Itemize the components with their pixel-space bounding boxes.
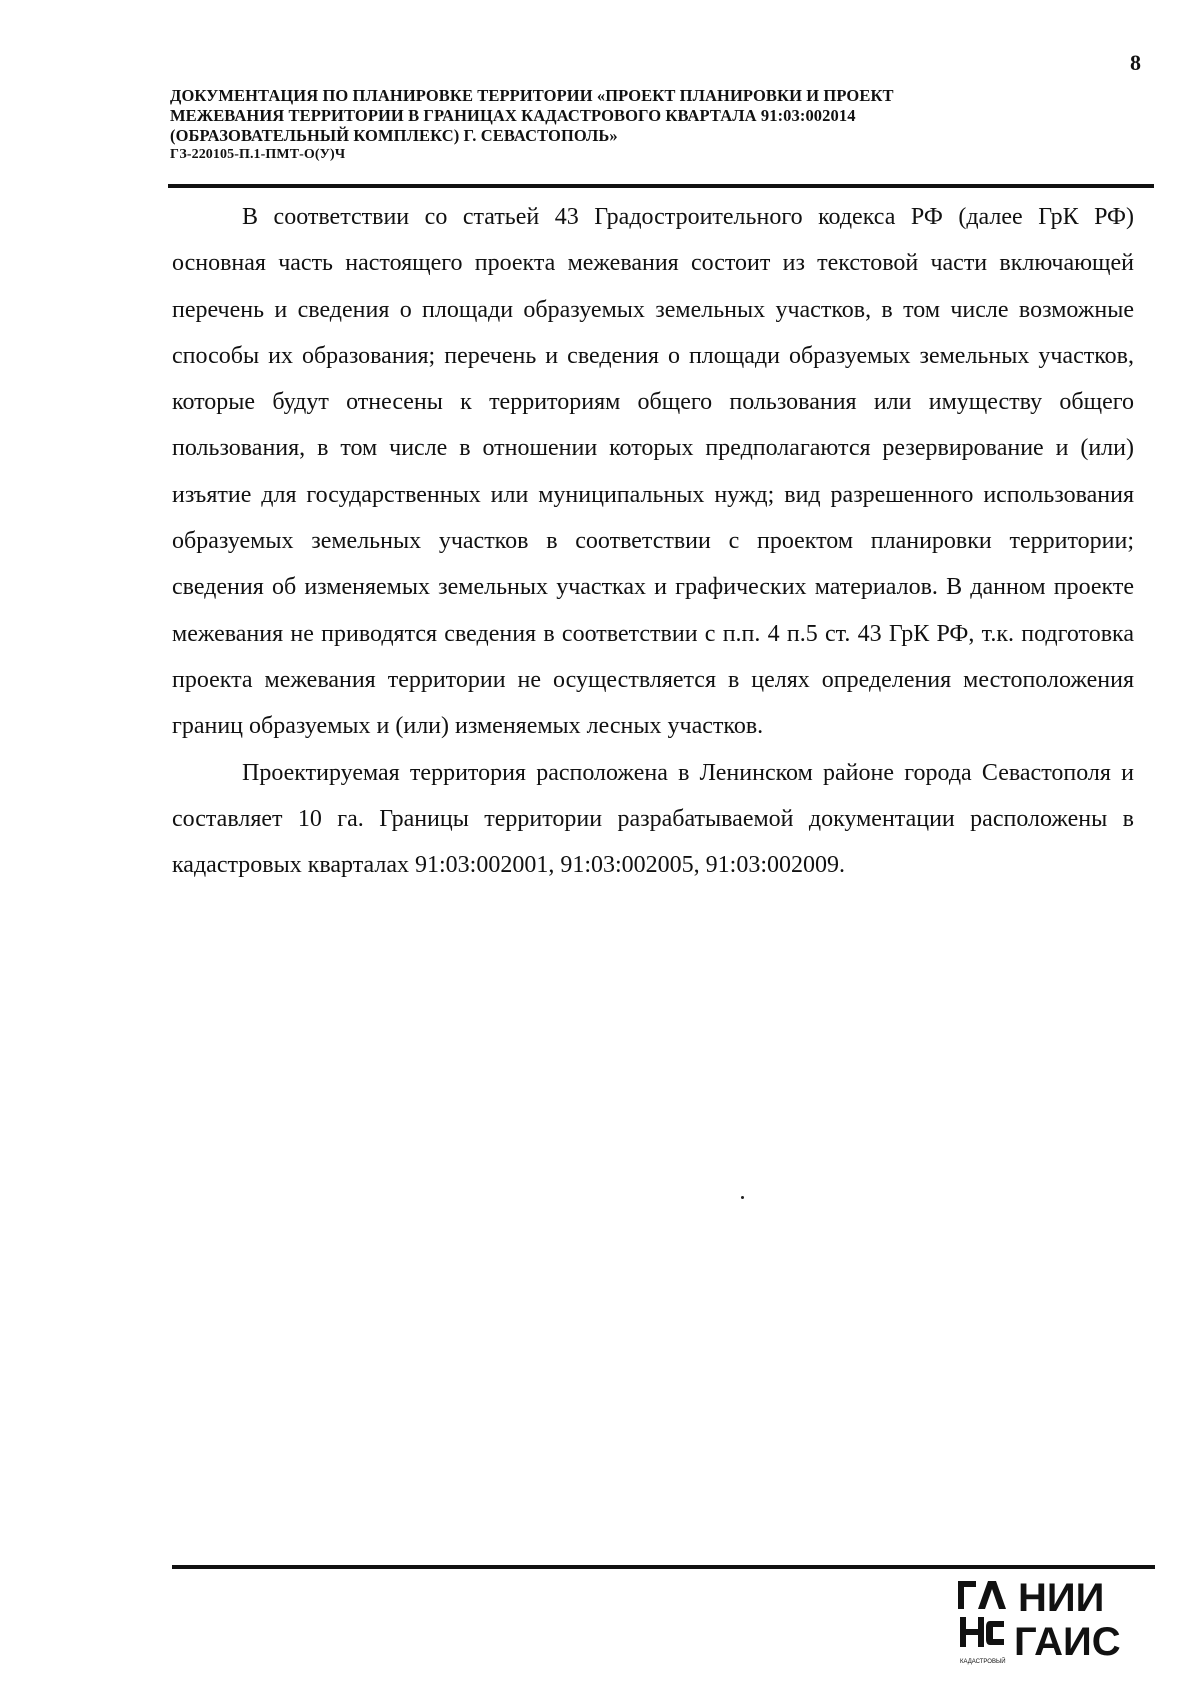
nii-gais-logo [956, 1573, 1136, 1673]
logo-emblem-icon [958, 1581, 1006, 1647]
header-line-2: МЕЖЕВАНИЯ ТЕРРИТОРИИ В ГРАНИЦАХ КАДАСТРОВОГО КВАРТАЛА 91:03:002014 [170, 106, 856, 125]
header-divider [168, 184, 1154, 188]
header-line-3: (ОБРАЗОВАТЕЛЬНЫЙ КОМПЛЕКС) Г. СЕВАСТОПОЛЬ» [170, 126, 618, 145]
document-code: ГЗ-220105-П.1-ПМТ-О(У)Ч [170, 147, 346, 162]
scan-speck [741, 1196, 744, 1199]
logo-name-line-2: ГАИС [1014, 1620, 1121, 1664]
paragraph-1: В соответствии со статьей 43 Градостроительного кодекса РФ (далее ГрК РФ) основная часть настоящего проекта межевания состоит из текстовой части включающей перечень и сведения о площади образуемых земельных участков, в том числе возможные способы их образования; перечень и сведения о площади образуемых земельных участков, которые будут отнесены к территориям общего пользования или имуществу общего пользования, в том числе в отношении которых предполагаются резервирование и (или) изъятие для государственных или муниципальных нужд; вид разрешенного использования образуемых земельных участков в соответствии с проектом планировки территории; сведения об изменяемых земельных участках и графических материалов. В данном проекте межевания не приводятся сведения в соответствии с п.п. 4 п.5 ст. 43 ГрК РФ, т.к. подготовка проекта межевания территории не осуществляется в целях определения местоположения границ образуемых и (или) изменяемых лесных участков. [172, 204, 1134, 740]
footer-divider [172, 1565, 1155, 1569]
page-number: 8 [1130, 50, 1141, 75]
header-line-1: ДОКУМЕНТАЦИЯ ПО ПЛАНИРОВКЕ ТЕРРИТОРИИ «ПРОЕКТ ПЛАНИРОВКИ И ПРОЕКТ [170, 86, 894, 105]
document-header [170, 86, 1070, 164]
logo-tagline: КАДАСТРОВЫЙ [960, 1659, 1006, 1665]
document-body [172, 194, 1134, 888]
logo-name-line-1: НИИ [1018, 1576, 1105, 1620]
paragraph-2: Проектируемая территория расположена в Ленинском районе города Севастополя и составляет 10 га. Границы территории разрабатываемой документации расположены в кадастровых кварталах 91:03:002001, 91:03:002005, 91:03:002009. [172, 759, 1134, 879]
